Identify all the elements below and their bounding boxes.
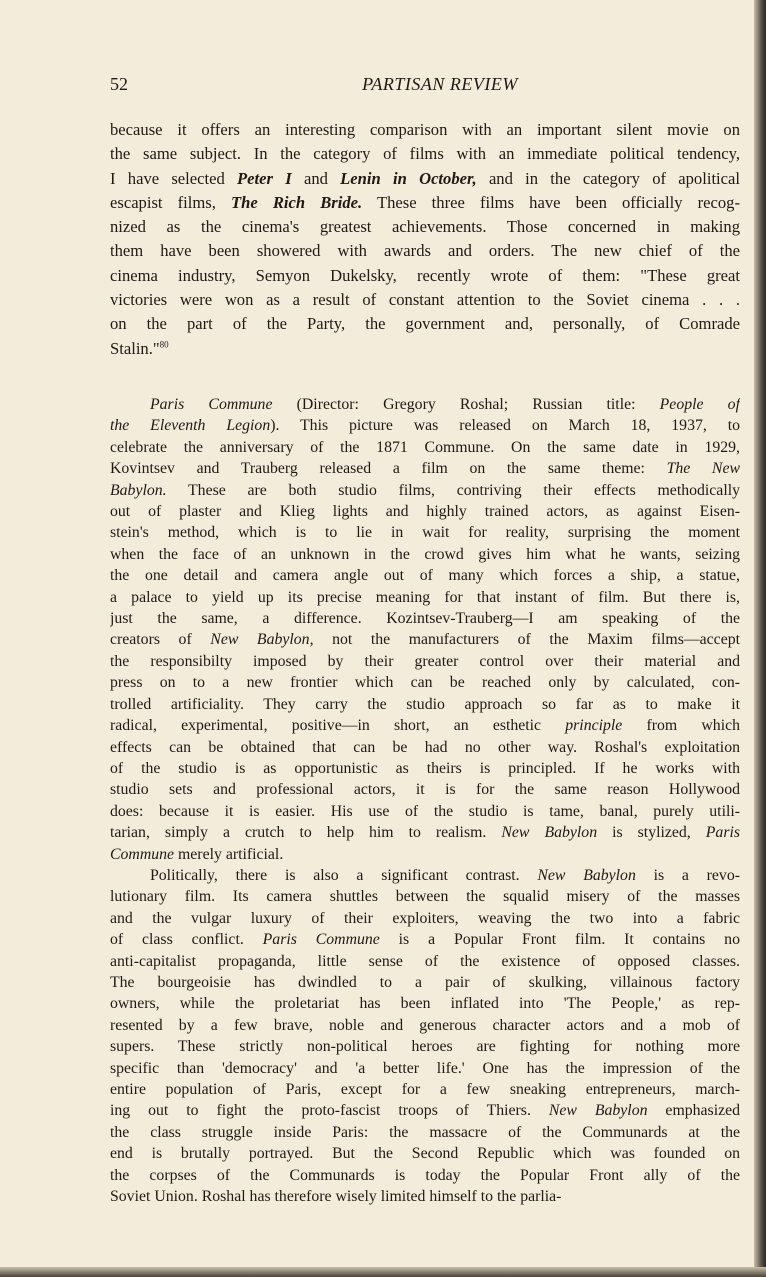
text-line: nized as the cinema's greatest achievements. Those concerned in making [110,217,740,237]
text-line: a palace to yield up its precise meaning for that instant of film. But there is, [110,588,740,606]
text-line: and the vulgar luxury of their exploiters, weaving the two into a fabric [110,909,740,927]
text-line: of class conflict. Paris Commune is a Popular Front film. It contains no [110,931,740,949]
text-line: anti-capitalist propaganda, little sense of the existence of opposed classes. [110,952,740,970]
text-line: celebrate the anniversary of the 1871 Commune. On the same date in 1929, [110,438,740,456]
text-line: cinema industry, Semyon Dukelsky, recently wrote of them: "These great [110,265,740,285]
text-line: creators of New Babylon, not the manufacturers of the Maxim films—accept [110,631,740,649]
text-line: on the part of the Party, the government and, personally, of Comrade [110,314,740,334]
text-line: entire population of Paris, except for a few sneaking entrepreneurs, march- [110,1081,740,1098]
text-line: I have selected Peter I and Lenin in October, and in the category of apolitical [110,168,740,188]
page-edge-shadow [754,0,766,1277]
text-line: Politically, there is also a significant contrast. New Babylon is a revo- [150,866,740,884]
text-line: victories were won as a result of constant attention to the Soviet cinema . . . [110,290,740,310]
text-line: the responsibilty imposed by their greater control over their material and [110,652,740,670]
text-line: lutionary film. Its camera shuttles between the squalid misery of the masses [110,888,740,906]
text-line: studio sets and professional actors, it is for the same reason Hollywood [110,781,740,799]
paris-commune-paragraph [110,394,740,865]
text-line: The bourgeoisie has dwindled to a pair of skulking, villainous factory [110,973,740,991]
text-line: tarian, simply a crutch to help him to realism. New Babylon is stylized, Paris [110,824,740,842]
text-line: Paris Commune (Director: Gregory Roshal; Russian title: People of [150,396,740,413]
text-line: when the face of an unknown in the crowd gives him what he wants, seizing [110,545,740,563]
text-line: resented by a few brave, noble and generous character actors and a mob of [110,1016,740,1034]
text-line: ing out to fight the proto-fascist troops of Thiers. New Babylon emphasized [110,1102,740,1120]
political-contrast-paragraph [110,865,740,1208]
text-line: out of plaster and Klieg lights and highly trained actors, as against Eisen- [110,503,740,521]
text-line: end is brutally portrayed. But the Second Republic which was founded on [110,1145,740,1163]
text-line: Soviet Union. Roshal has therefore wisely limited himself to the parlia- [110,1188,562,1206]
text-line: supers. These strictly non-political heroes are fighting for nothing more [110,1038,740,1056]
text-line: trolled artificiality. They carry the studio approach so far as to make it [110,695,740,713]
page-number: 52 [110,74,128,94]
text-line: stein's method, which is to lie in wait for reality, surprising the moment [110,524,740,542]
text-line: effects can be obtained that can be had no other way. Roshal's exploitation [110,738,740,756]
text-line: Kovintsev and Trauberg released a film on the same theme: The New [110,460,740,478]
text-line: the class struggle inside Paris: the massacre of the Communards at the [110,1123,740,1141]
text-line: Commune merely artificial. [110,845,284,863]
text-line: the Eleventh Legion). This picture was released on March 18, 1937, to [110,417,740,435]
continued-paragraph [110,118,740,361]
text-line: does: because it is easier. His use of the studio is tame, banal, purely utili- [110,802,740,820]
text-line: press on to a new frontier which can be reached only by calculated, con- [110,674,740,692]
journal-title: PARTISAN REVIEW [362,74,518,94]
text-line: the same subject. In the category of films with an immediate political tendency, [110,144,740,164]
text-line: escapist films, The Rich Bride. These three films have been officially recog- [110,192,740,212]
page-bottom-edge [0,1267,766,1277]
text-line: Babylon. These are both studio films, contriving their effects methodically [110,481,740,499]
text-line: because it offers an interesting comparison with an important silent movie on [110,120,740,139]
text-line: them have been showered with awards and orders. The new chief of the [110,241,740,261]
text-line: of the studio is as opportunistic as theirs is principled. If he works with [110,759,740,777]
text-line: the corpses of the Communards is today the Popular Front ally of the [110,1166,740,1184]
text-line: radical, experimental, positive—in short, an esthetic principle from which [110,717,740,735]
text-line: Stalin."$^{80}$ [110,338,169,358]
text-line: specific than 'democracy' and 'a better life.' One has the impression of the [110,1059,740,1077]
film-review-section [110,394,740,1207]
running-head [110,74,740,100]
text-line: just the same, a difference. Kozintsev-Trauberg—I am speaking of the [110,610,740,628]
text-line: the one detail and camera angle out of many which forces a ship, a statue, [110,567,740,585]
text-line: owners, while the proletariat has been inflated into 'The People,' as rep- [110,995,740,1013]
